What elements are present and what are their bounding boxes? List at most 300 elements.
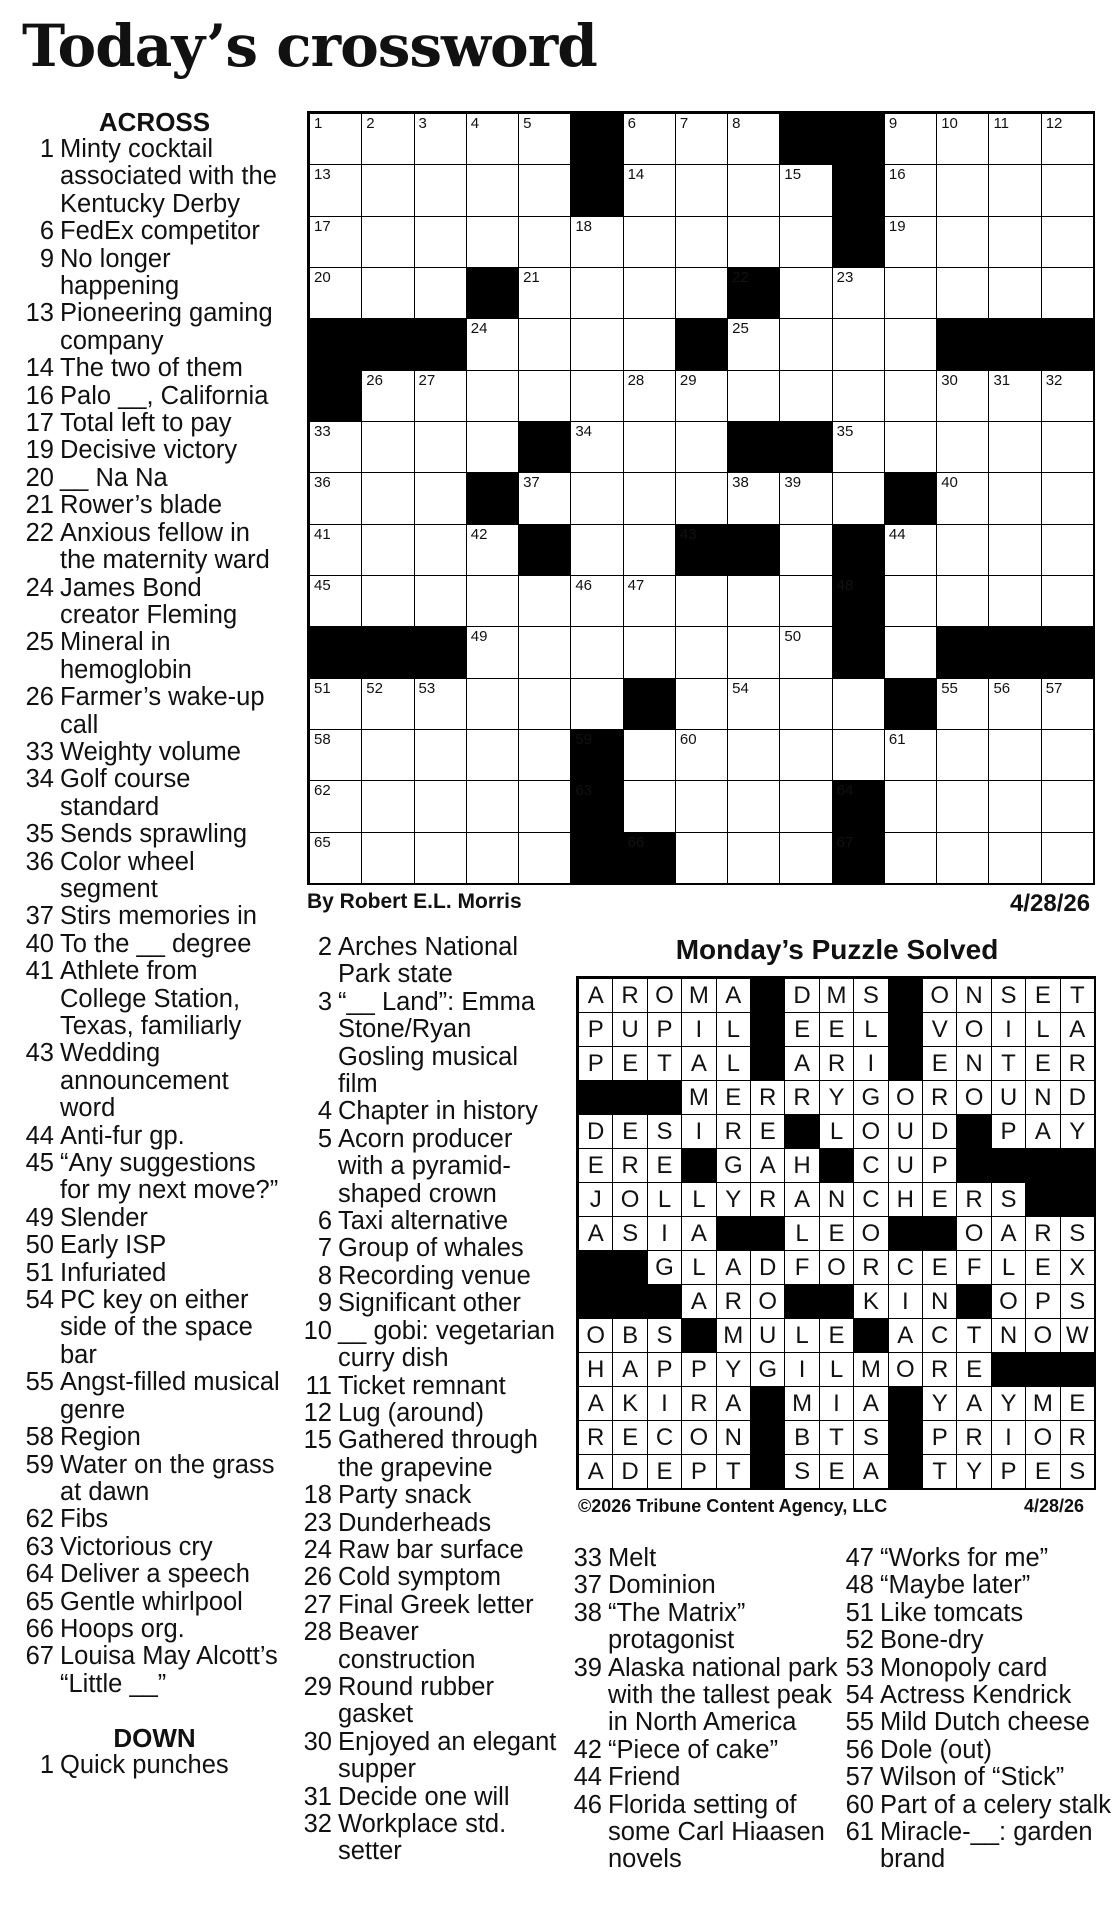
- grid-cell[interactable]: [779, 626, 832, 678]
- clue-text: Stirs memories in: [60, 902, 257, 931]
- grid-cell[interactable]: [988, 216, 1041, 268]
- grid-cell[interactable]: [1041, 421, 1094, 473]
- clue-text: Sends sprawling: [60, 820, 248, 849]
- grid-cell[interactable]: [988, 267, 1041, 319]
- grid-cell[interactable]: [309, 832, 362, 884]
- solution-cell: O: [956, 1216, 991, 1251]
- clue-item: [570, 1764, 840, 1791]
- clue-number: 30: [303, 1727, 332, 1756]
- clue-item: [300, 989, 560, 1099]
- clue-text: Victorious cry: [60, 1532, 213, 1561]
- grid-cell[interactable]: [779, 524, 832, 576]
- grid-cell[interactable]: [884, 729, 937, 781]
- grid-cell[interactable]: [518, 216, 571, 268]
- grid-cell[interactable]: [884, 267, 937, 319]
- clue-number: 9: [39, 244, 54, 273]
- grid-cell[interactable]: [570, 626, 623, 678]
- grid-cell[interactable]: [936, 216, 989, 268]
- grid-cell[interactable]: [466, 524, 519, 576]
- grid-cell[interactable]: [1041, 370, 1094, 422]
- cell-number: 21: [523, 269, 540, 286]
- clue-number: 31: [303, 1782, 332, 1811]
- grid-cell[interactable]: [309, 729, 362, 781]
- grid-cell[interactable]: [1041, 780, 1094, 832]
- grid-cell[interactable]: [518, 370, 571, 422]
- grid-cell[interactable]: [466, 832, 519, 884]
- clue-number: 51: [845, 1598, 874, 1627]
- grid-cell[interactable]: [1041, 729, 1094, 781]
- grid-cell[interactable]: [309, 267, 362, 319]
- grid-cell[interactable]: [361, 524, 414, 576]
- clue-item: [22, 136, 287, 218]
- cell-number: 63: [575, 782, 593, 800]
- grid-cell[interactable]: [675, 575, 728, 627]
- solution-cell: A: [716, 978, 751, 1013]
- solution-cell: T: [1060, 978, 1095, 1013]
- grid-cell[interactable]: [570, 472, 623, 524]
- grid-cell[interactable]: [936, 370, 989, 422]
- grid-cell[interactable]: [779, 832, 832, 884]
- grid-cell[interactable]: [884, 780, 937, 832]
- clue-text: Final Greek letter: [338, 1590, 534, 1619]
- grid-cell[interactable]: [727, 216, 780, 268]
- grid-cell[interactable]: [361, 370, 414, 422]
- solution-cell: P: [991, 1454, 1026, 1489]
- solution-cell: A: [578, 1454, 613, 1489]
- grid-cell[interactable]: [675, 832, 728, 884]
- grid-cell[interactable]: [779, 575, 832, 627]
- clue-number: 24: [25, 573, 54, 602]
- clue-number: 36: [25, 847, 54, 876]
- grid-cell[interactable]: [884, 164, 937, 216]
- grid-cell[interactable]: [727, 318, 780, 370]
- clue-item: [570, 1545, 840, 1572]
- cell-number: 36: [314, 474, 331, 492]
- grid-cell[interactable]: [414, 472, 467, 524]
- grid-cell[interactable]: [936, 729, 989, 781]
- grid-cell[interactable]: [570, 216, 623, 268]
- grid-cell[interactable]: [832, 267, 885, 319]
- grid-cell[interactable]: [414, 832, 467, 884]
- grid-cell[interactable]: [727, 164, 780, 216]
- solution-cell: S: [1060, 1454, 1095, 1489]
- black-square: [361, 318, 414, 370]
- clue-text: FedEx competitor: [60, 217, 260, 246]
- clue-text: Pioneering gaming company: [60, 299, 273, 355]
- black-square: [750, 1454, 785, 1489]
- grid-cell[interactable]: [414, 421, 467, 473]
- grid-cell[interactable]: [936, 113, 989, 165]
- grid-cell[interactable]: [936, 575, 989, 627]
- grid-cell[interactable]: [727, 832, 780, 884]
- grid-cell[interactable]: [832, 472, 885, 524]
- solution-cell: N: [819, 1182, 854, 1217]
- grid-cell[interactable]: [988, 780, 1041, 832]
- clue-item: [570, 1655, 840, 1737]
- grid-cell[interactable]: [414, 678, 467, 730]
- black-square: [681, 1148, 716, 1183]
- grid-cell[interactable]: [414, 113, 467, 165]
- solution-cell: P: [681, 1352, 716, 1387]
- solution-cell: B: [612, 1318, 647, 1353]
- solution-cell: K: [612, 1386, 647, 1421]
- grid-cell[interactable]: [361, 216, 414, 268]
- grid-cell[interactable]: [466, 370, 519, 422]
- black-square: [832, 524, 885, 576]
- clue-item: [842, 1572, 1112, 1599]
- clue-item: [300, 1592, 560, 1619]
- grid-cell[interactable]: [466, 626, 519, 678]
- down-clues-column-3: [842, 1545, 1112, 1874]
- grid-cell[interactable]: [779, 216, 832, 268]
- grid-cell[interactable]: [518, 267, 571, 319]
- grid-cell[interactable]: [414, 575, 467, 627]
- grid-cell[interactable]: [1041, 472, 1094, 524]
- grid-cell[interactable]: [936, 780, 989, 832]
- grid-cell[interactable]: [884, 421, 937, 473]
- grid-cell[interactable]: [570, 524, 623, 576]
- grid-cell[interactable]: [779, 472, 832, 524]
- clue-text: PC key on either side of the space bar: [60, 1286, 253, 1369]
- grid-cell[interactable]: [361, 780, 414, 832]
- grid-cell[interactable]: [1041, 575, 1094, 627]
- black-square: [647, 1284, 682, 1319]
- clue-text: Wedding announcement word: [60, 1039, 229, 1123]
- grid-cell[interactable]: [988, 832, 1041, 884]
- grid-cell[interactable]: [675, 216, 728, 268]
- grid-cell[interactable]: [570, 318, 623, 370]
- cell-number: 10: [941, 115, 958, 132]
- clue-text: Actress Kendrick: [880, 1681, 1072, 1710]
- solution-cell: E: [819, 1318, 854, 1353]
- grid-cell[interactable]: [936, 678, 989, 730]
- grid-cell[interactable]: [988, 370, 1041, 422]
- clue-item: [842, 1627, 1112, 1654]
- grid-cell[interactable]: [884, 626, 937, 678]
- grid-cell[interactable]: [1041, 113, 1094, 165]
- grid-cell[interactable]: [309, 524, 362, 576]
- grid-cell[interactable]: [832, 421, 885, 473]
- grid-cell[interactable]: [1041, 524, 1094, 576]
- grid-cell[interactable]: [518, 575, 571, 627]
- grid-cell[interactable]: [361, 575, 414, 627]
- grid-cell[interactable]: [988, 164, 1041, 216]
- solution-cell: P: [1025, 1284, 1060, 1319]
- grid-cell[interactable]: [361, 267, 414, 319]
- grid-cell[interactable]: [988, 113, 1041, 165]
- grid-cell[interactable]: [884, 370, 937, 422]
- grid-cell[interactable]: [884, 318, 937, 370]
- grid-cell[interactable]: [309, 164, 362, 216]
- grid-cell[interactable]: [623, 421, 676, 473]
- grid-cell[interactable]: [779, 729, 832, 781]
- grid-cell[interactable]: [936, 421, 989, 473]
- grid-cell[interactable]: [414, 729, 467, 781]
- clue-text: __ Na Na: [60, 463, 168, 492]
- black-square: [1025, 1352, 1060, 1387]
- grid-cell[interactable]: [570, 421, 623, 473]
- grid-cell[interactable]: [675, 780, 728, 832]
- solution-cell: C: [853, 1182, 888, 1217]
- grid-cell[interactable]: [466, 421, 519, 473]
- clue-item: [22, 1561, 287, 1588]
- solution-cell: R: [1060, 1046, 1095, 1081]
- cell-number: 43: [679, 525, 697, 543]
- grid-cell[interactable]: [727, 575, 780, 627]
- clue-number: 7: [317, 1234, 332, 1263]
- solution-cell: C: [853, 1148, 888, 1183]
- solution-cell: A: [1060, 1012, 1095, 1047]
- grid-cell[interactable]: [1041, 678, 1094, 730]
- grid-cell[interactable]: [727, 626, 780, 678]
- grid-cell[interactable]: [988, 524, 1041, 576]
- grid-cell[interactable]: [779, 678, 832, 730]
- grid-cell[interactable]: [623, 318, 676, 370]
- grid-cell[interactable]: [936, 832, 989, 884]
- grid-cell[interactable]: [779, 267, 832, 319]
- solution-cell: R: [612, 978, 647, 1013]
- grid-cell[interactable]: [779, 164, 832, 216]
- grid-cell[interactable]: [832, 678, 885, 730]
- grid-cell[interactable]: [623, 472, 676, 524]
- grid-cell[interactable]: [727, 678, 780, 730]
- solution-cell: G: [647, 1250, 682, 1285]
- grid-cell[interactable]: [988, 421, 1041, 473]
- grid-cell[interactable]: [466, 780, 519, 832]
- black-square: [956, 1114, 991, 1149]
- grid-cell[interactable]: [414, 524, 467, 576]
- grid-cell[interactable]: [623, 524, 676, 576]
- grid-cell[interactable]: [623, 267, 676, 319]
- grid-cell[interactable]: [988, 678, 1041, 730]
- grid-cell[interactable]: [518, 678, 571, 730]
- grid-cell[interactable]: [466, 216, 519, 268]
- clue-number: 43: [25, 1039, 54, 1068]
- cell-number: 45: [314, 577, 331, 594]
- grid-cell[interactable]: [518, 472, 571, 524]
- grid-cell[interactable]: [623, 626, 676, 678]
- solution-cell: E: [1025, 1046, 1060, 1081]
- cell-number: 34: [575, 423, 593, 440]
- grid-cell[interactable]: [518, 780, 571, 832]
- solution-cell: E: [716, 1080, 751, 1115]
- cell-number: 4: [470, 115, 480, 132]
- grid-cell[interactable]: [414, 370, 467, 422]
- grid-cell[interactable]: [466, 575, 519, 627]
- grid-cell[interactable]: [518, 318, 571, 370]
- grid-cell[interactable]: [309, 472, 362, 524]
- grid-cell[interactable]: [675, 626, 728, 678]
- grid-cell[interactable]: [884, 216, 937, 268]
- grid-cell[interactable]: [936, 524, 989, 576]
- black-square: [1060, 1148, 1095, 1183]
- clue-text: Enjoyed an elegant supper: [338, 1727, 557, 1784]
- clue-item: [842, 1737, 1112, 1764]
- clue-text: Fibs: [60, 1505, 109, 1534]
- grid-cell[interactable]: [936, 164, 989, 216]
- grid-cell[interactable]: [309, 421, 362, 473]
- cell-number: 52: [366, 679, 383, 697]
- clue-item: [22, 383, 287, 410]
- clue-text: Melt: [608, 1544, 657, 1572]
- grid-cell[interactable]: [623, 216, 676, 268]
- solution-cell: A: [956, 1386, 991, 1421]
- grid-cell[interactable]: [466, 318, 519, 370]
- grid-cell[interactable]: [309, 780, 362, 832]
- grid-cell[interactable]: [884, 113, 937, 165]
- grid-cell[interactable]: [309, 113, 362, 165]
- black-square: [681, 1318, 716, 1353]
- grid-cell[interactable]: [361, 832, 414, 884]
- grid-cell[interactable]: [675, 267, 728, 319]
- grid-cell[interactable]: [832, 729, 885, 781]
- clue-item: [300, 934, 560, 989]
- grid-cell[interactable]: [570, 678, 623, 730]
- clue-text: Hoops org.: [60, 1614, 185, 1643]
- grid-cell[interactable]: [884, 524, 937, 576]
- solution-cell: E: [612, 1046, 647, 1081]
- solution-cell: L: [716, 1012, 751, 1047]
- grid-cell[interactable]: [518, 164, 571, 216]
- grid-cell[interactable]: [623, 370, 676, 422]
- grid-cell[interactable]: [466, 678, 519, 730]
- clue-item: [300, 1208, 560, 1235]
- grid-cell[interactable]: [675, 164, 728, 216]
- grid-cell[interactable]: [832, 370, 885, 422]
- cell-number: 28: [627, 371, 645, 389]
- cell-number: 59: [575, 731, 593, 748]
- black-square: [309, 370, 362, 422]
- clue-number: 50: [25, 1231, 54, 1260]
- grid-cell[interactable]: [309, 575, 362, 627]
- clue-number: 37: [573, 1571, 602, 1600]
- grid-cell[interactable]: [675, 421, 728, 473]
- clue-number: 6: [317, 1207, 332, 1236]
- grid-cell[interactable]: [518, 832, 571, 884]
- cell-number: 48: [836, 577, 854, 594]
- grid-cell[interactable]: [675, 472, 728, 524]
- grid-cell[interactable]: [675, 113, 728, 165]
- grid-cell[interactable]: [675, 370, 728, 422]
- grid-cell[interactable]: [727, 370, 780, 422]
- grid-cell[interactable]: [570, 575, 623, 627]
- grid-cell[interactable]: [727, 780, 780, 832]
- solution-cell: D: [578, 1114, 613, 1149]
- grid-cell[interactable]: [518, 729, 571, 781]
- clue-item: [22, 849, 287, 904]
- cell-number: 8: [732, 115, 741, 132]
- grid-cell[interactable]: [727, 472, 780, 524]
- grid-cell[interactable]: [1041, 164, 1094, 216]
- grid-cell[interactable]: [466, 164, 519, 216]
- solution-cell: E: [647, 1454, 682, 1489]
- grid-cell[interactable]: [832, 318, 885, 370]
- solution-cell: M: [784, 1386, 819, 1421]
- grid-cell[interactable]: [779, 780, 832, 832]
- solution-cell: R: [784, 1080, 819, 1115]
- clue-item: [570, 1737, 840, 1764]
- grid-cell[interactable]: [727, 113, 780, 165]
- down-clues-column-2: [570, 1545, 840, 1874]
- grid-cell[interactable]: [1041, 832, 1094, 884]
- grid-cell[interactable]: [884, 832, 937, 884]
- grid-cell[interactable]: [623, 113, 676, 165]
- grid-cell[interactable]: [779, 370, 832, 422]
- grid-cell[interactable]: [884, 575, 937, 627]
- clue-text: Raw bar surface: [338, 1535, 524, 1564]
- grid-cell[interactable]: [414, 164, 467, 216]
- grid-cell[interactable]: [570, 370, 623, 422]
- solution-cell: T: [991, 1046, 1026, 1081]
- grid-cell[interactable]: [675, 678, 728, 730]
- grid-cell[interactable]: [623, 164, 676, 216]
- black-square: [727, 267, 780, 319]
- grid-cell[interactable]: [623, 729, 676, 781]
- grid-cell[interactable]: [570, 267, 623, 319]
- solution-cell: M: [681, 1080, 716, 1115]
- grid-cell[interactable]: [988, 472, 1041, 524]
- grid-cell[interactable]: [727, 729, 780, 781]
- grid-cell[interactable]: [988, 575, 1041, 627]
- grid-cell[interactable]: [361, 421, 414, 473]
- black-square: [1060, 1352, 1095, 1387]
- grid-cell[interactable]: [414, 216, 467, 268]
- down-list-start: [22, 1752, 287, 1779]
- solution-cell: N: [716, 1420, 751, 1455]
- clue-number: 2: [317, 933, 332, 961]
- clue-text: Palo __, California: [60, 381, 269, 410]
- grid-cell[interactable]: [1041, 216, 1094, 268]
- grid-cell[interactable]: [361, 472, 414, 524]
- grid-cell[interactable]: [623, 780, 676, 832]
- grid-cell[interactable]: [466, 113, 519, 165]
- grid-cell[interactable]: [1041, 267, 1094, 319]
- solution-cell: I: [888, 1284, 923, 1319]
- cell-number: 26: [366, 371, 383, 389]
- grid-cell[interactable]: [414, 267, 467, 319]
- grid-cell[interactable]: [466, 729, 519, 781]
- solution-cell: L: [784, 1318, 819, 1353]
- solution-cell: R: [922, 1352, 957, 1387]
- solution-cell: G: [853, 1080, 888, 1115]
- grid-cell[interactable]: [518, 626, 571, 678]
- grid-cell[interactable]: [361, 113, 414, 165]
- clue-number: 56: [845, 1735, 874, 1764]
- clue-item: [22, 766, 287, 821]
- grid-cell[interactable]: [414, 780, 467, 832]
- clue-number: 39: [573, 1653, 602, 1682]
- cell-number: 51: [314, 679, 331, 697]
- clue-number: 12: [303, 1398, 332, 1427]
- grid-cell[interactable]: [623, 575, 676, 627]
- grid-cell[interactable]: [361, 164, 414, 216]
- grid-cell[interactable]: [361, 729, 414, 781]
- black-square: [750, 978, 785, 1013]
- grid-cell[interactable]: [518, 113, 571, 165]
- grid-cell[interactable]: [361, 678, 414, 730]
- clue-number: 26: [25, 683, 54, 712]
- clue-number: 63: [25, 1532, 54, 1561]
- grid-cell[interactable]: [779, 318, 832, 370]
- cell-number: 22: [732, 269, 749, 286]
- grid-cell[interactable]: [309, 678, 362, 730]
- grid-cell[interactable]: [936, 267, 989, 319]
- grid-cell[interactable]: [309, 216, 362, 268]
- grid-cell[interactable]: [936, 472, 989, 524]
- grid-cell[interactable]: [675, 729, 728, 781]
- grid-cell[interactable]: [988, 729, 1041, 781]
- cell-number: 30: [941, 371, 958, 389]
